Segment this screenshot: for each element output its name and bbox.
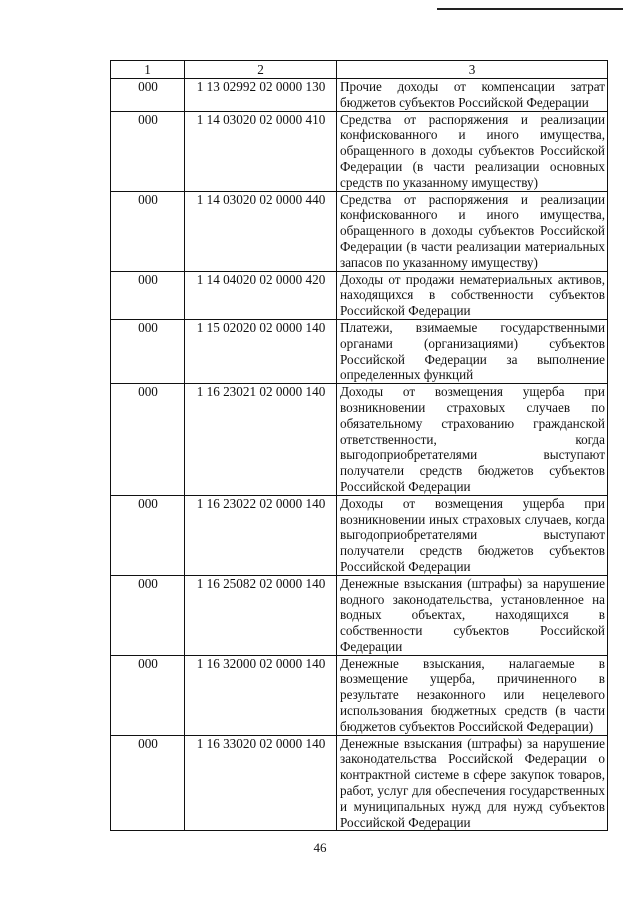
description-cell: Прочие доходы от компенсации затрат бюджетов субъектов Российской Федерации xyxy=(337,79,608,112)
description-cell: Доходы от продажи нематериальных активов, находящихся в собственности субъектов Российской Федерации xyxy=(337,271,608,319)
budget-code-cell: 1 16 33020 02 0000 140 xyxy=(185,735,337,831)
table-row xyxy=(111,191,608,271)
header-col-1: 1 xyxy=(111,61,185,79)
admin-code-cell: 000 xyxy=(111,111,185,191)
admin-code-cell: 000 xyxy=(111,79,185,112)
budget-code-cell: 1 14 04020 02 0000 420 xyxy=(185,271,337,319)
budget-code-cell: 1 13 02992 02 0000 130 xyxy=(185,79,337,112)
table-row xyxy=(111,495,608,575)
header-col-2: 2 xyxy=(185,61,337,79)
description-cell: Средства от распоряжения и реализации конфискованного и иного имущества, обращенного в доходы субъектов Российской Федерации (в части реализации основных средств по указанному имуществу) xyxy=(337,111,608,191)
admin-code-cell: 000 xyxy=(111,735,185,831)
description-cell: Платежи, взимаемые государственными органами (организациями) субъектов Российской Федерации за выполнение определенных функций xyxy=(337,319,608,383)
description-cell: Средства от распоряжения и реализации конфискованного и иного имущества, обращенного в доходы субъектов Российской Федерации (в части реализации материальных запасов по указанному имуществу) xyxy=(337,191,608,271)
table-row xyxy=(111,575,608,655)
admin-code-cell: 000 xyxy=(111,655,185,735)
admin-code-cell: 000 xyxy=(111,495,185,575)
budget-code-cell: 1 14 03020 02 0000 410 xyxy=(185,111,337,191)
budget-code-cell: 1 16 25082 02 0000 140 xyxy=(185,575,337,655)
budget-code-cell: 1 14 03020 02 0000 440 xyxy=(185,191,337,271)
table-row xyxy=(111,319,608,383)
table-row xyxy=(111,655,608,735)
budget-code-cell: 1 16 23022 02 0000 140 xyxy=(185,495,337,575)
table-row xyxy=(111,271,608,319)
table-row xyxy=(111,79,608,112)
header-col-3: 3 xyxy=(337,61,608,79)
budget-code-cell: 1 15 02020 02 0000 140 xyxy=(185,319,337,383)
description-cell: Денежные взыскания (штрафы) за нарушение законодательства Российской Федерации о контрактной системе в сфере закупок товаров, работ, услуг для обеспечения государственных и муниципальных нужд для нужд субъектов Российской Федерации xyxy=(337,735,608,831)
table-row xyxy=(111,384,608,496)
description-cell: Денежные взыскания, налагаемые в возмещение ущерба, причиненного в результате незаконного или нецелевого использования бюджетных средств (в части бюджетов субъектов Российской Федерации) xyxy=(337,655,608,735)
budget-code-cell: 1 16 23021 02 0000 140 xyxy=(185,384,337,496)
table-row xyxy=(111,111,608,191)
page-number: 46 xyxy=(313,840,327,855)
description-cell: Денежные взыскания (штрафы) за нарушение водного законодательства, установленное на водных объектах, находящихся в собственности субъектов Российской Федерации xyxy=(337,575,608,655)
top-rule xyxy=(437,8,623,10)
table-row xyxy=(111,735,608,831)
admin-code-cell: 000 xyxy=(111,319,185,383)
admin-code-cell: 000 xyxy=(111,191,185,271)
admin-code-cell: 000 xyxy=(111,384,185,496)
header-row xyxy=(111,61,608,79)
description-cell: Доходы от возмещения ущерба при возникновении иных страховых случаев, когда выгодоприобретателями выступают получатели средств бюджетов субъектов Российской Федерации xyxy=(337,495,608,575)
admin-code-cell: 000 xyxy=(111,271,185,319)
budget-classification-table xyxy=(110,60,608,831)
budget-code-cell: 1 16 32000 02 0000 140 xyxy=(185,655,337,735)
description-cell: Доходы от возмещения ущерба при возникновении страховых случаев по обязательному страхованию гражданской ответственности, когда выгодоприобретателями выступают получатели средств бюджетов субъектов Российской Федерации xyxy=(337,384,608,496)
admin-code-cell: 000 xyxy=(111,575,185,655)
